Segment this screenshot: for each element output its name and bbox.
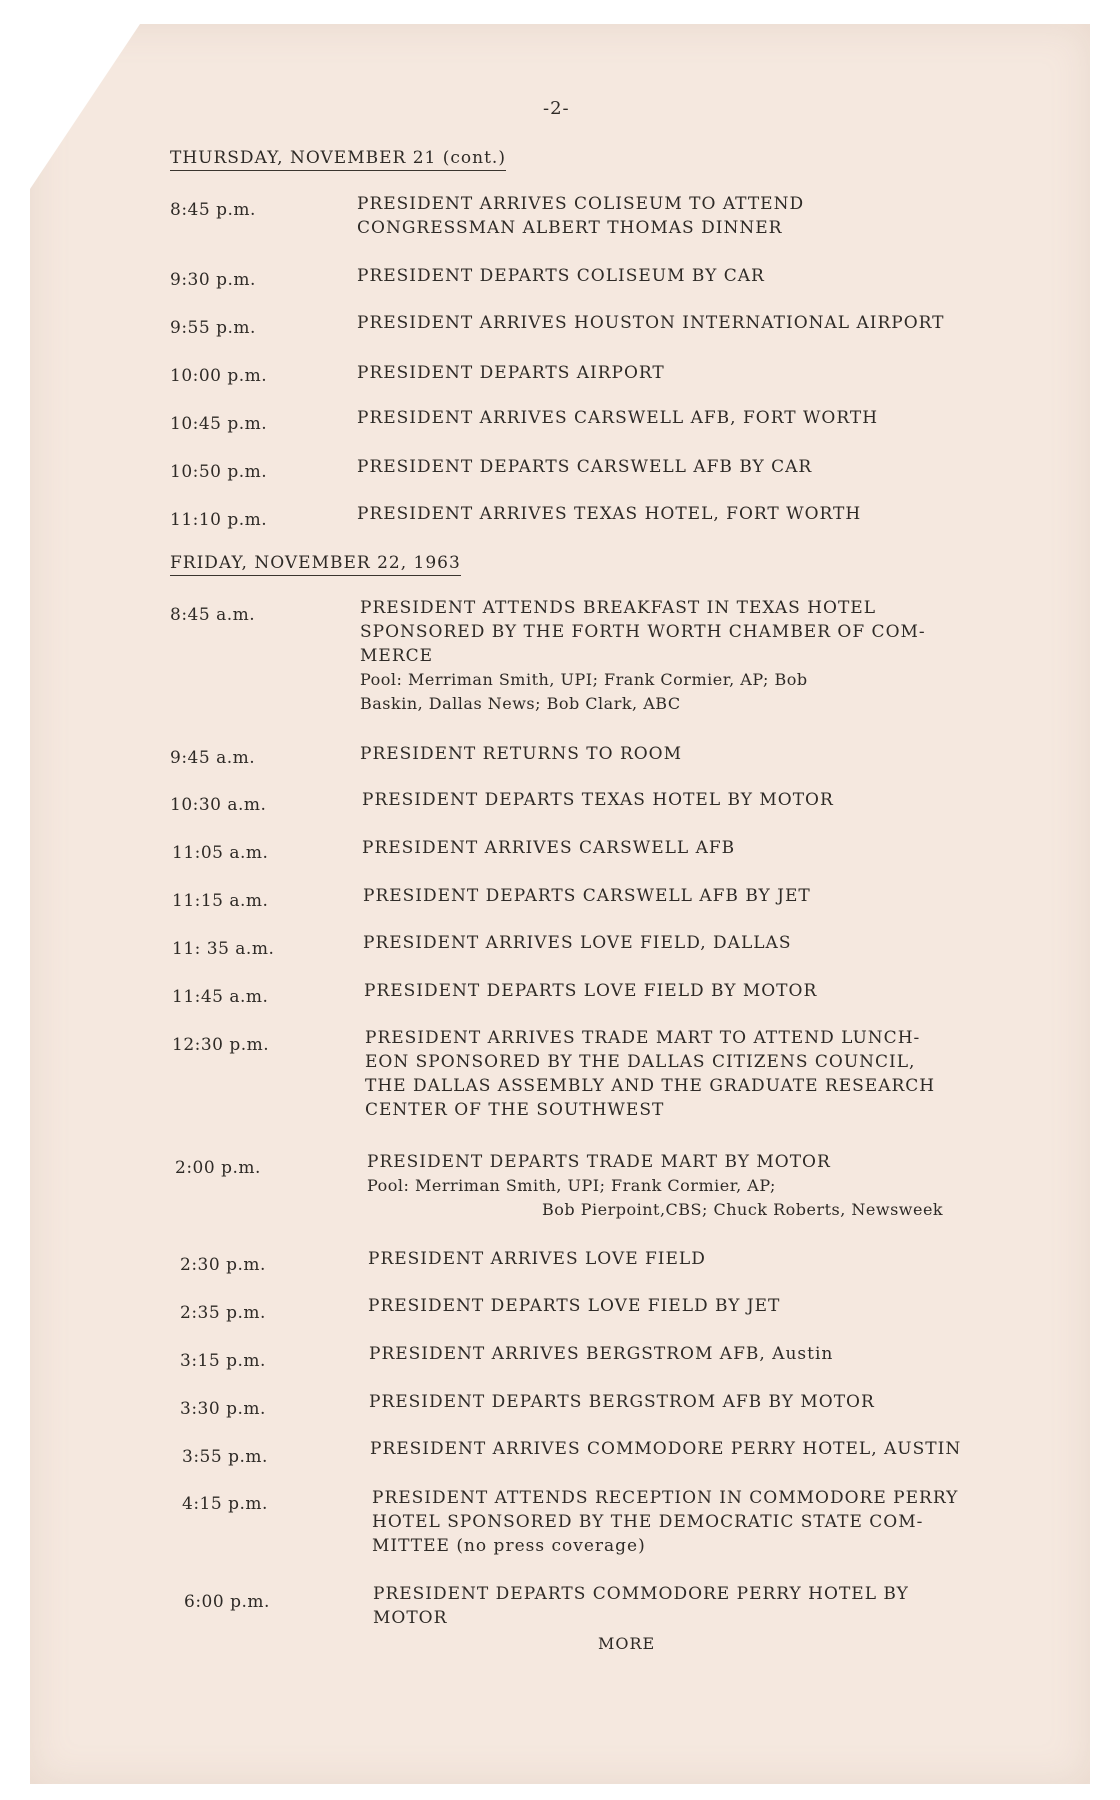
entry-description: PRESIDENT ARRIVES BERGSTROM AFB, Austin [369,1344,834,1364]
entry-description: PRESIDENT DEPARTS AIRPORT [357,363,665,383]
entry-time: 8:45 p.m. [170,200,256,220]
entry-description: PRESIDENT RETURNS TO ROOM [360,744,683,764]
entry-time: 2:00 p.m. [175,1158,261,1178]
entry-description: PRESIDENT ARRIVES CARSWELL AFB [362,838,736,858]
entry-description: PRESIDENT DEPARTS TEXAS HOTEL BY MOTOR [362,790,834,810]
section-heading-thursday: THURSDAY, NOVEMBER 21 (cont.) [170,148,506,171]
entry-time: 2:30 p.m. [180,1255,266,1275]
page-number: -2- [543,98,570,119]
entry-description: PRESIDENT ARRIVES TRADE MART TO ATTEND LUNCH- EON SPONSORED BY THE DALLAS CITIZENS COUNCIL, THE DALLAS ASSEMBLY AND THE GRADUATE RESEARCH CENTER OF THE SOUTHWEST [365,1028,936,1120]
entry-time: 9:55 p.m. [170,318,256,338]
entry-time: 11:15 a.m. [172,891,269,911]
press-pool-note: Pool: Merriman Smith, UPI; Frank Cormier, AP; [367,1176,776,1195]
entry-description: PRESIDENT ARRIVES HOUSTON INTERNATIONAL AIRPORT [357,313,945,333]
entry-time: 12:30 p.m. [172,1035,270,1055]
entry-time: 10:00 p.m. [170,366,268,386]
entry-description: PRESIDENT DEPARTS CARSWELL AFB BY CAR [357,457,813,477]
entry-description: PRESIDENT DEPARTS LOVE FIELD BY MOTOR [364,981,818,1001]
entry-time: 10:50 p.m. [170,462,268,482]
entry-description: PRESIDENT DEPARTS COLISEUM BY CAR [357,266,765,286]
entry-time: 10:30 a.m. [170,795,267,815]
entry-description: PRESIDENT ARRIVES COMMODORE PERRY HOTEL, AUSTIN [370,1439,962,1459]
entry-time: 8:45 a.m. [170,605,256,625]
entry-time: 11:45 a.m. [172,987,269,1007]
press-pool-note: Bob Pierpoint,CBS; Chuck Roberts, Newsweek [542,1200,944,1219]
entry-description: PRESIDENT ARRIVES COLISEUM TO ATTEND CONGRESSMAN ALBERT THOMAS DINNER [357,194,805,238]
entry-time: 9:45 a.m. [170,748,256,768]
entry-description: PRESIDENT ARRIVES LOVE FIELD, DALLAS [363,933,792,953]
entry-description: PRESIDENT DEPARTS COMMODORE PERRY HOTEL BY MOTOR [373,1584,909,1628]
entry-description: PRESIDENT ATTENDS BREAKFAST IN TEXAS HOTEL SPONSORED BY THE FORTH WORTH CHAMBER OF COM- MERCE [360,598,926,666]
entry-time: 2:35 p.m. [180,1303,266,1323]
entry-description: PRESIDENT ATTENDS RECEPTION IN COMMODORE PERRY HOTEL SPONSORED BY THE DEMOCRATIC STATE COM- MITTEE (no press coverage) [372,1488,959,1556]
entry-time: 3:55 p.m. [182,1447,268,1467]
entry-description: PRESIDENT DEPARTS BERGSTROM AFB BY MOTOR [369,1392,875,1412]
entry-time: 11: 35 a.m. [172,939,275,959]
entry-time: 9:30 p.m. [170,270,256,290]
entry-description: PRESIDENT ARRIVES CARSWELL AFB, FORT WORTH [357,408,879,428]
entry-time: 6:00 p.m. [184,1592,270,1612]
entry-description: PRESIDENT DEPARTS TRADE MART BY MOTOR [367,1152,831,1172]
entry-time: 11:10 p.m. [170,510,268,530]
entry-time: 4:15 p.m. [182,1494,268,1514]
entry-description: PRESIDENT DEPARTS CARSWELL AFB BY JET [363,886,811,906]
continued-marker: MORE [598,1634,656,1653]
entry-time: 11:05 a.m. [172,843,269,863]
section-heading-friday: FRIDAY, NOVEMBER 22, 1963 [170,553,461,576]
entry-time: 3:30 p.m. [180,1399,266,1419]
press-pool-note: Pool: Merriman Smith, UPI; Frank Cormier, AP; Bob Baskin, Dallas News; Bob Clark, ABC [360,670,808,713]
entry-description: PRESIDENT ARRIVES LOVE FIELD [368,1249,706,1269]
entry-description: PRESIDENT ARRIVES TEXAS HOTEL, FORT WORTH [357,504,862,524]
entry-time: 3:15 p.m. [180,1351,266,1371]
entry-time: 10:45 p.m. [170,414,268,434]
entry-description: PRESIDENT DEPARTS LOVE FIELD BY JET [368,1296,781,1316]
